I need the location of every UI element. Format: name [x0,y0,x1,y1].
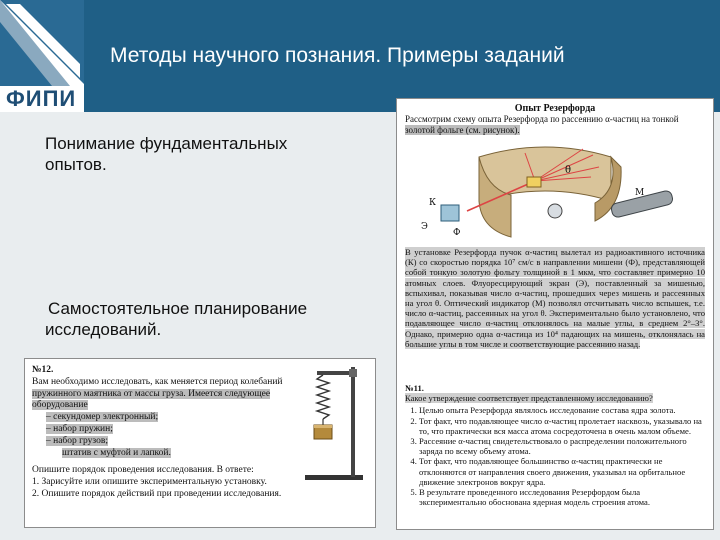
task-12-number: №12. [32,365,54,375]
rutherford-apparatus-diagram [415,137,695,245]
label-k: К [429,198,436,208]
task-12-instruction: Опишите порядок проведения исследования. В ответе: [32,465,254,476]
left-heading-2-line2: исследований. [45,320,162,339]
logo-triangles-icon [0,0,84,86]
answer-option: 3. Рассеяние α-частиц свидетельствовало о распределении положительного заряда по всему объему атома. [419,436,705,456]
question-11 [405,383,705,507]
question-11-number: №11. [405,383,424,393]
equipment-item: штатив с муфтой и лапкой. [62,447,171,458]
spring-pendulum-illustration [295,363,371,483]
equipment-item: – набор грузов; [46,435,108,446]
rutherford-intro [405,114,705,135]
rutherford-card [396,98,714,530]
label-m: М [635,188,645,198]
answer-option: 2. Тот факт, что подавляющее число α-частиц пролетает насквозь, указывало на то, что практически вся масса атома сосредоточена в очень малом объеме. [419,416,705,436]
fipi-logo [0,0,84,112]
task-12-line: Вам необходимо исследовать, как меняется период колебаний [32,376,283,387]
label-theta: θ [565,165,572,176]
logo-text: ФИПИ [6,86,77,111]
page-title: Методы научного познания. Примеры заданий [110,44,565,67]
answer-option: 1. Целью опыта Резерфорда являлось исследование состава ядра золота. [419,405,705,415]
task-12-instruction: 1. Зарисуйте или опишите экспериментальную установку. [32,477,267,488]
rutherford-intro-line: золотой фольге (см. рисунок). [405,124,520,135]
equipment-item: – набор пружин; [46,423,113,434]
task-12-line: оборудование [32,400,88,411]
equipment-item: – секундомер электронный; [46,412,159,423]
answer-options [405,405,705,507]
task-12-text [32,365,290,501]
left-heading-1-line1: Понимание фундаментальных [45,134,288,153]
left-heading-2-line1: Самостоятельное планирование [48,299,308,318]
answer-option: 4. Тот факт, что подавляющее большинство α-частиц практически не отклоняются от направления своего движения, указывал на орбитальное движение электронов вокруг ядра. [419,456,705,487]
left-heading-1-line2: опытов. [45,155,107,174]
slide-header [0,0,720,112]
task-12-instruction: 2. Опишите порядок действий при проведении исследования. [32,488,282,499]
label-e: Э [421,222,428,232]
rutherford-title: Опыт Резерфорда [514,103,596,114]
label-f: Ф [453,228,461,238]
rutherford-description [405,247,705,349]
question-11-text: Какое утверждение соответствует представленному исследованию? [405,393,653,404]
task-12-line: пружинного маятника от массы груза. Имеется следующее [32,388,271,399]
answer-option: 5. В результате проведенного исследования Резерфордом была экспериментально обоснована ядерная модель строения атома. [419,487,705,507]
rutherford-intro-line: Рассмотрим схему опыта Резерфорда по рассеянию α-частиц на тонкой [405,114,679,124]
task-12-card [24,358,376,528]
rutherford-description-text: В установке Резерфорда пучок α-частиц вылетал из радиоактивного источника (К) со скоростью порядка 10⁷ см/с в направлении мишени (Ф), представляющей собой тонкую золотую фольгу толщиной в 1 мкм, что составляет примерно 10 атомных слоев. Флуоресцирующий экран (Э), поставленный за мишенью, вспыхивал, показывая число α-частиц, прошедших через мишень и рассеянных на угол θ. Оптический индикатор (М) позволял отсчитывать число вспышек, т.е. число α-частиц, рассеянных на угол θ. Экспериментально было установлено, что подавляющее число α-частиц отклонялось на малые углы, в среднем 2°–3°. Однако, примерно одна α-частица из 10⁴ падающих на мишень, отклонялась на большие углы в том числе и соответствующие рассеянию назад. [405,247,705,349]
